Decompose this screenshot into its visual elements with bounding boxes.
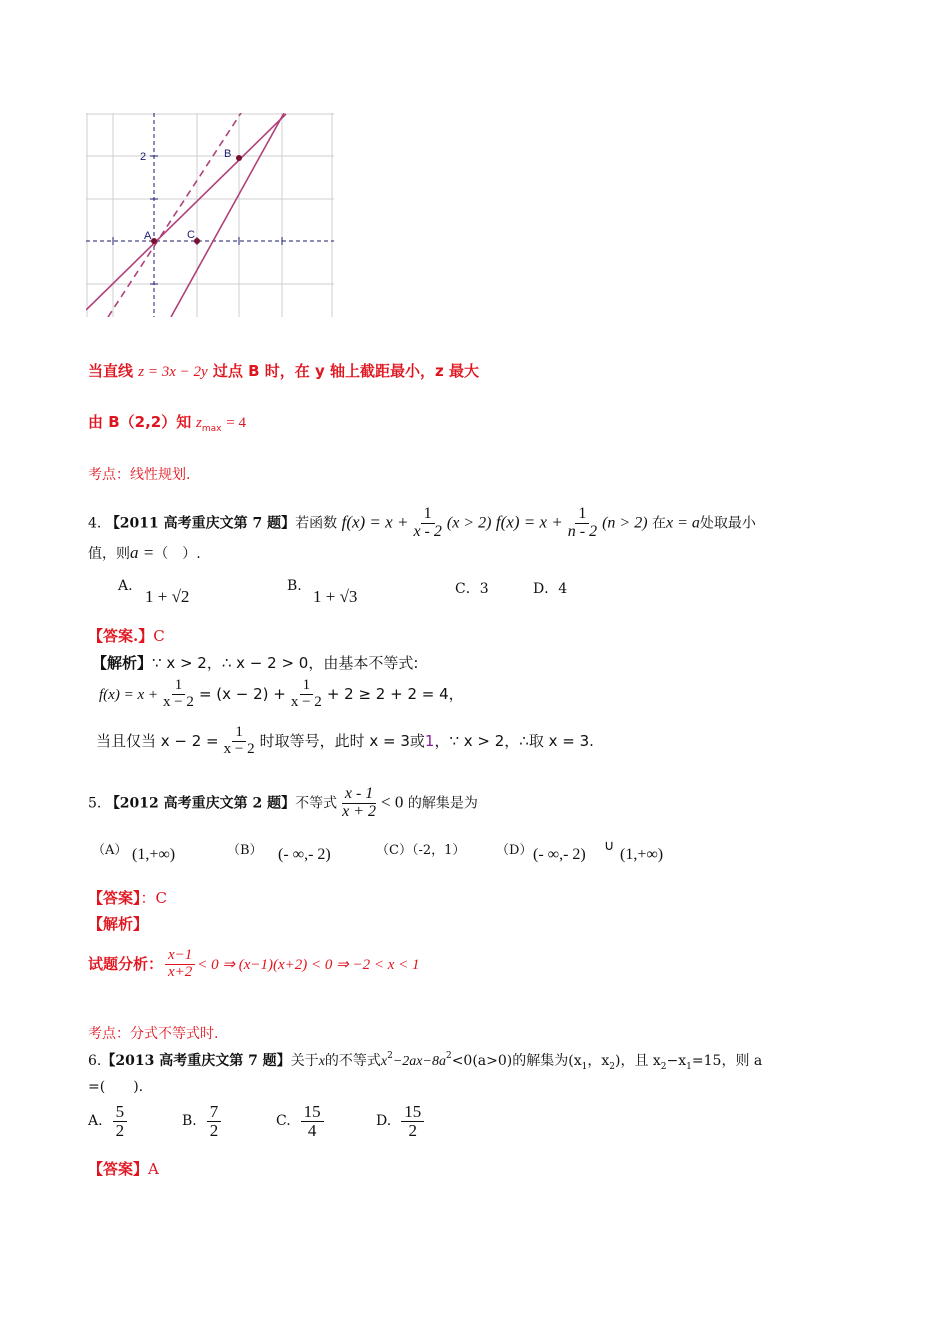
q6-sup-2: 2 — [387, 1051, 393, 1061]
q4-stem-line-2 — [88, 543, 201, 563]
q4-f1-frac — [410, 506, 444, 541]
q5-analysis-pre: 试题分析： — [88, 954, 164, 973]
q6-option-d-den: 2 — [408, 1120, 417, 1140]
q4-analysis-l2-c: + 2 ≥ 2 + 2 = 4， — [326, 684, 464, 703]
line-ab — [86, 114, 286, 310]
q6-option-c-frac — [301, 1103, 324, 1140]
q4-analysis-line-2 — [99, 678, 464, 711]
q6-stem-line-1 — [88, 1050, 762, 1072]
q5-answer — [88, 887, 167, 908]
q4-option-b-value: 1 + √3 — [313, 587, 358, 606]
q4-f2-num: 1 — [575, 506, 589, 524]
q4-analysis-l3-c: ，∵ x > 2，∴取 x = 3. — [434, 731, 594, 750]
q5-option-c: （C）（-2，1） — [376, 843, 466, 858]
q5-answer-label: 【答案】 — [88, 889, 141, 907]
constraint-lines — [86, 113, 286, 317]
q4-source: 【2011 高考重庆文第 7 题】 — [105, 515, 296, 532]
z-symbol: z — [196, 415, 202, 431]
q6-comma: ，x — [587, 1053, 610, 1069]
q6-option-d-num: 15 — [401, 1103, 424, 1122]
q4-answer-label: 【答案.】 — [88, 627, 154, 645]
q6-number: 6. — [88, 1053, 102, 1069]
q6-sub-3: 2 — [660, 1062, 667, 1072]
z-subscript: max — [201, 424, 222, 434]
linear-programming-graph — [86, 113, 334, 317]
point-b — [236, 155, 242, 161]
q4-stem-line2-pre: 值，则 — [88, 546, 130, 562]
q6-option-b-num: 7 — [207, 1103, 222, 1122]
q6-option-b — [182, 1103, 223, 1140]
q4-analysis-den-2: x − 2 — [290, 693, 322, 710]
q6-ineq-x: x — [380, 1054, 388, 1069]
q4-f2-den: n - 2 — [567, 522, 598, 540]
q6-option-c — [276, 1103, 326, 1140]
q5-stem-lt: < 0 — [381, 792, 404, 812]
q6-answer-label: 【答案】 — [88, 1160, 149, 1178]
q4-analysis-line-3 — [96, 725, 594, 758]
q5-option-d-cup: ∪ — [604, 839, 615, 854]
q4-stem-pre: 若函数 — [295, 515, 338, 532]
q5-option-a-label: （A） — [92, 843, 128, 858]
q4-option-b-label: B. — [287, 578, 302, 594]
q4-f1-num: 1 — [421, 506, 435, 524]
q4-analysis-label: 【解析】 — [92, 654, 153, 672]
q4-answer — [88, 625, 165, 646]
point-a — [151, 238, 157, 244]
q6-option-a-den: 2 — [115, 1120, 125, 1140]
q6-ineq-post: <0(a>0)的解集为(x — [451, 1053, 582, 1069]
q4-analysis-l2-a: f(x) = x + — [99, 686, 158, 703]
q4-answer-value: C — [153, 627, 165, 645]
q4-option-c: C．3 — [455, 581, 489, 597]
q5-analysis-den: x+2 — [168, 963, 193, 980]
q5-analysis-num: x−1 — [165, 948, 195, 965]
q5-analysis-post: < 0 ⇒ (x−1)(x+2) < 0 ⇒ −2 < x < 1 — [197, 956, 420, 973]
q6-stem-a: 关于 — [290, 1053, 319, 1069]
q4-number: 4. — [88, 515, 102, 532]
q4-analysis-num-2: 1 — [300, 678, 314, 695]
q4-f1-cond: (x > 2) — [446, 514, 492, 532]
q4-option-d: D．4 — [533, 581, 568, 597]
q6-ineq-mid: −2ax−8a — [392, 1054, 446, 1069]
q4-analysis-den-1: x − 2 — [162, 693, 194, 710]
q5-option-a-value: (1,+∞) — [132, 846, 176, 863]
q4-analysis-l3-a: 当且仅当 x − 2 = — [96, 731, 219, 750]
q4-f2-frac — [565, 506, 600, 541]
q4-option-a-label: A. — [118, 578, 133, 594]
q6-option-c-num: 15 — [301, 1103, 324, 1122]
q5-option-b-value: (- ∞,- 2) — [278, 846, 331, 863]
explain-line-1-post: 过点 B 时，在 y 轴上截距最小，z 最大 — [212, 362, 479, 380]
q4-analysis-frac-1 — [160, 678, 197, 711]
q4-stem-mid: 在 — [651, 515, 666, 532]
explain-line-1 — [88, 360, 479, 381]
q6-option-d — [376, 1103, 426, 1140]
q6-stem-line-2: =( ). — [88, 1079, 144, 1095]
q4-analysis-frac-3 — [221, 725, 258, 758]
z-max-value: = 4 — [226, 415, 246, 431]
q6-option-a-label: A. — [88, 1113, 103, 1130]
q6-option-b-label: B. — [182, 1113, 197, 1130]
q6-stem-x: x — [318, 1054, 325, 1069]
q6-option-d-label: D. — [376, 1113, 392, 1130]
q5-frac-num: x - 1 — [342, 786, 376, 804]
kaodian-3: 考点：线性规划. — [88, 467, 191, 483]
q5-stem-pre: 不等式 — [295, 795, 338, 812]
q6-sub-1: 1 — [581, 1062, 588, 1072]
q4-analysis-frac-2 — [288, 678, 325, 711]
q5-frac — [339, 786, 379, 821]
line-bc — [171, 113, 284, 317]
objective-function: z = 3x − 2y — [138, 364, 208, 380]
q6-option-c-label: C. — [276, 1113, 291, 1130]
point-c-label: C — [187, 229, 195, 241]
q5-source: 【2012 高考重庆文第 2 题】 — [105, 795, 296, 812]
q4-analysis-line-1 — [92, 652, 418, 673]
q4-f1-den: x - 2 — [413, 522, 442, 540]
q6-close: )，且 x — [614, 1053, 661, 1069]
axes — [86, 113, 334, 317]
q6-option-a-num: 5 — [113, 1103, 128, 1122]
q4-stem-line-1 — [88, 506, 756, 541]
q4-stem-xa: x = a — [665, 514, 700, 532]
q6-answer — [88, 1158, 159, 1179]
q4-analysis-den-3: x − 2 — [223, 740, 255, 757]
explain-line-1-pre: 当直线 — [88, 362, 134, 380]
q4-analysis-num-1: 1 — [172, 678, 186, 695]
objective-line-dashed — [108, 113, 241, 317]
q4-f2-left: f(x) = x + — [495, 512, 563, 532]
point-b-label: B — [224, 148, 232, 160]
q6-sub-2: 2 — [609, 1062, 615, 1072]
q6-option-c-den: 4 — [307, 1120, 317, 1140]
q4-f2-cond: (n > 2) — [602, 514, 648, 532]
q5-answer-value: ：C — [140, 889, 167, 907]
q5-stem-post: 的解集是为 — [407, 795, 478, 812]
kaodian-5: 考点：分式不等式时. — [88, 1026, 219, 1042]
q5-frac-den: x + 2 — [342, 802, 377, 820]
q6-source: 【2013 高考重庆文第 7 题】 — [101, 1053, 291, 1069]
q6-stem-b: 的不等式 — [324, 1053, 381, 1069]
q5-number: 5. — [88, 795, 102, 812]
q4-option-a-value: 1 + √2 — [145, 587, 190, 606]
q6-option-d-frac — [401, 1103, 424, 1140]
q4-analysis-num-3: 1 — [232, 725, 246, 742]
q6-option-a — [88, 1103, 129, 1140]
q4-analysis-l1: ∵ x > 2，∴ x − 2 > 0，由基本不等式: — [152, 654, 419, 672]
q4-analysis-l3-b: 时取等号，此时 x = 3或 — [259, 731, 425, 750]
q5-option-d-value-1: (- ∞,- 2) — [533, 846, 586, 863]
q5-analysis-frac — [165, 948, 195, 981]
q4-stem-a: a = — [130, 543, 155, 562]
q6-minus: −x — [666, 1053, 687, 1069]
q4-f1-left: f(x) = x + — [341, 512, 409, 532]
q5-analysis-label: 【解析】 — [88, 915, 149, 933]
explain-line-2 — [88, 411, 246, 434]
q6-sup-2b: 2 — [445, 1051, 452, 1061]
q5-option-d-value-2: (1,+∞) — [620, 846, 664, 863]
q5-option-d-label: （D） — [496, 843, 533, 858]
q5-stem — [88, 786, 478, 821]
q6-answer-value: A — [148, 1160, 159, 1178]
q4-stem-line2-post: （ ）. — [154, 546, 201, 562]
q5-analysis-line — [88, 948, 420, 981]
q5-option-b-label: （B） — [227, 843, 263, 858]
q6-eq: =15，则 a — [691, 1053, 763, 1069]
explain-line-2-pre: 由 B（2,2）知 — [88, 413, 192, 431]
q6-sub-4: 1 — [686, 1062, 692, 1072]
q4-analysis-l2-b: = (x − 2) + — [198, 684, 286, 703]
grid — [86, 113, 334, 317]
q4-stem-post: 处取最小 — [699, 515, 756, 532]
y-tick-label: 2 — [140, 151, 147, 163]
q6-option-b-den: 2 — [209, 1120, 219, 1140]
point-a-label: A — [144, 230, 152, 242]
q6-option-b-frac — [207, 1103, 222, 1140]
q4-analysis-one: 1 — [424, 731, 435, 750]
q6-option-a-frac — [113, 1103, 128, 1140]
